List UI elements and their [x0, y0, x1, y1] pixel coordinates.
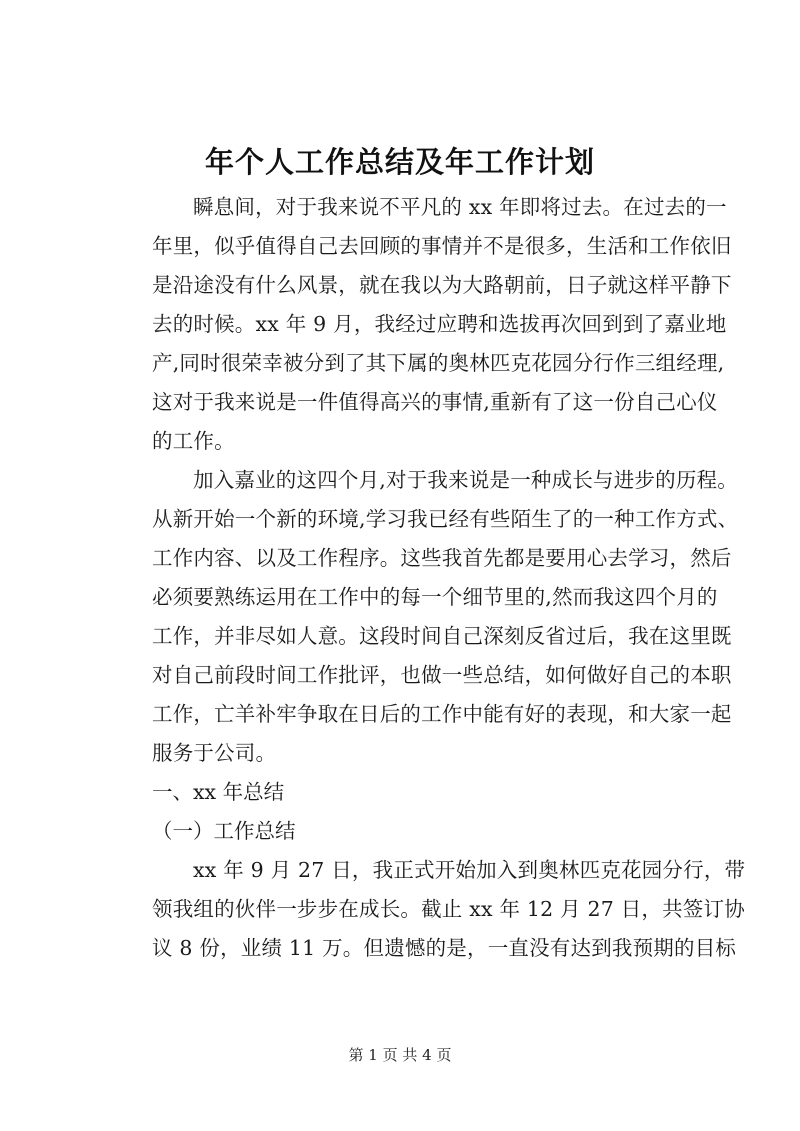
text-line: 瞬息间，对于我来说不平凡的 xx 年即将过去。在过去的一 [193, 195, 727, 219]
document-title: 年个人工作总结及年工作计划 [204, 145, 595, 179]
text-line: 领我组的伙伴一步步在成长。截止 xx 年 12 月 27 日，共签订协 [152, 897, 745, 921]
text-line: 从新开始一个新的环境,学习我已经有些陌生了的一种工作方式、 [152, 507, 739, 531]
paragraph-3 [111, 851, 746, 968]
document-body [111, 188, 746, 968]
text-line: 服务于公司。 [152, 741, 277, 765]
text-line: 去的时候。xx 年 9 月，我经过应聘和选拔再次回到到了嘉业地 [152, 312, 727, 336]
page-number-footer: 第 1 页 共 4 页 [348, 1046, 452, 1064]
text-line: 这对于我来说是一件值得高兴的事情,重新有了这一份自己心仪 [152, 390, 718, 414]
subsection-heading: （一）工作总结 [152, 819, 296, 843]
text-line: 产,同时很荣幸被分到了其下属的奥林匹克花园分行作三组经理, [152, 351, 725, 375]
text-line: 工作，并非尽如人意。这段时间自己深刻反省过后，我在这里既 [152, 624, 732, 648]
text-line: 加入嘉业的这四个月,对于我来说是一种成长与进步的历程。 [193, 468, 738, 492]
paragraph-1 [111, 188, 732, 461]
section-heading: 一、xx 年总结 [152, 780, 285, 804]
paragraph-2 [111, 461, 739, 773]
text-line: 工作内容、以及工作程序。这些我首先都是要用心去学习，然后 [152, 546, 732, 570]
text-line: 对自己前段时间工作批评，也做一些总结，如何做好自己的本职 [152, 663, 732, 687]
text-line: 年里，似乎值得自己去回顾的事情并不是很多，生活和工作依旧 [152, 234, 732, 258]
text-line: 的工作。 [152, 429, 235, 453]
text-line: 是沿途没有什么风景，就在我以为大路朝前，日子就这样平静下 [152, 273, 732, 297]
text-line: 工作，亡羊补牢争取在日后的工作中能有好的表现，和大家一起 [152, 702, 732, 726]
text-line: xx 年 9 月 27 日，我正式开始加入到奥林匹克花园分行，带 [193, 858, 746, 882]
text-line: 必须要熟练运用在工作中的每一个细节里的,然而我这四个月的 [152, 585, 718, 609]
text-line: 议 8 份，业绩 11 万。但遗憾的是，一直没有达到我预期的目标 [152, 936, 737, 960]
